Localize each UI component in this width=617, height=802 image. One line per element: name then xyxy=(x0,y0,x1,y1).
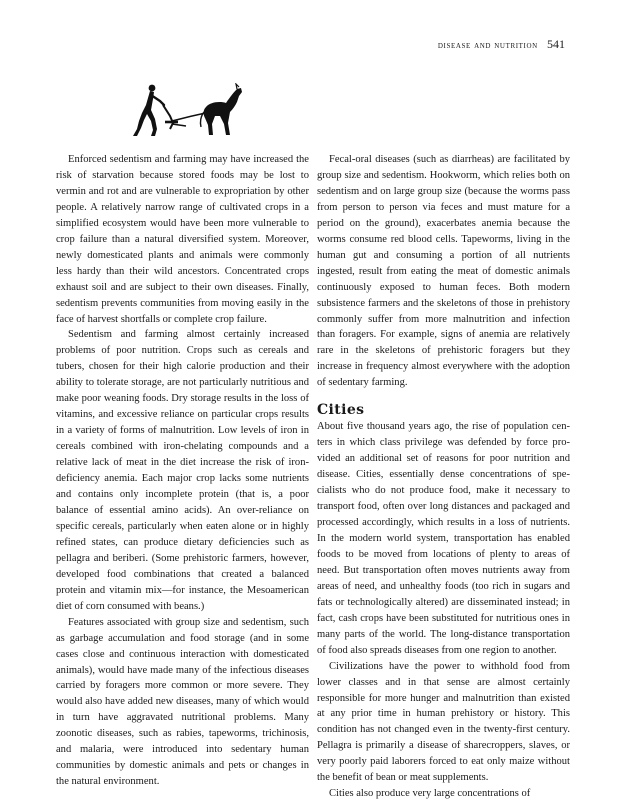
right-intro-paragraph: Fecal-oral diseases (such as diarrheas) are facilitated by group size and sedentism. Hookworm, which relies both on sedentism and on large group size (because the worms pass from person to person via feces and must mature for a period on the ground), exacerbates anemia because the worms consume red blood cells. Tapeworms, living in the human gut and consuming a portion of all nutrients ingested, result from eating the meat of domestic animals continuously exposed to human feces. Both modern subsistence farmers and the skeletons of those in prehistory commonly suffer from more malnutrition and infection than foragers. For example, signs of anemia are relatively rare in the skeletons of prehistoric foragers but they increase in frequency almost everywhere with the adoption of sedentary farming. xyxy=(317,154,570,389)
cities-paragraph-1: About five thousand years ago, the rise of population centers in which class privilege was defended by force provided an additional set of reasons for poor nutrition and disease. Cities, essentially dense concentrations of specialists who do not produce food, make it necessary to transport food, often over long distances and packaged and processed accordingly, which results in a loss of nutrients. In the modern world system, transportation has enabled foods to be moved from locations of plenty to areas of need. But transportation often moves nutrients away from areas of need, and unhealthy foods (too rich in sugars and fats or technologically altered) are disseminated instead; in fact, cash crops have been substituted for nutritious ones in many parts of the world. The long-distance transportation of food also spreads diseases from one region to another. xyxy=(317,421,570,656)
running-title: disease and nutrition xyxy=(437,40,538,51)
left-paragraph-3: Features associated with group size and sedentism, such as garbage accumulation and food storage (and in some cases close and continuous interaction with domesticated animals), would have made many of the infectious diseases carried by foragers more common or more severe. They would also have added new diseases, many of which would in turn have aggravated nutritional problems. Many zoonotic diseases, such as rabies, tapeworms, trichinosis, and malaria, were introduced into sedentary human communities by domestic animals and pets or changes in the natural environment. xyxy=(56,616,309,788)
running-head xyxy=(438,37,565,52)
page-number: 541 xyxy=(547,37,565,51)
section-heading-cities: Cities xyxy=(317,402,365,419)
left-paragraph-1: Enforced sedentism and farming may have increased the risk of starvation because stored foods may be lost to vermin and rot and are vulnerable to expropriation by other people. A relatively narrow range of cultivated crops in a simplified ecosystem would have been more vulnerable to crop failure than a natural diversified system. Moreover, newly domesticated plants and animals were commonly less hardy than their wild ancestors. Concentrated crops exhaust soil and are subject to their own diseases. Finally, sedentism prevents communities from moving easily in the face of harvest shortfalls or complete crop failure. xyxy=(56,154,309,325)
left-paragraph-2: Sedentism and farming almost certainly increased problems of poor nutrition. Crops such as cereals and tubers, chosen for their high calorie production and their ability to tolerate storage, are not particularly nutritious and make poor weaning foods. Dry storage results in the loss of vitamins, and excessive reliance on particular crops results in a variety of forms of malnutrition. Low levels of iron in cereals combined with iron-chelating compounds and a relative lack of meat in the diet increase the risk of iron-deficiency anemia. Each major crop lacks some nutrients and contains only incomplete protein (that is, a poor balance of essential amino acids). An over-reliance on specific cereals, particularly when eaten alone or in highly refined states, can produce dietary deficiencies such as pellagra and beriberi. (Some prehistoric farmers, however, developed food combinations that created a balanced protein and vitamin mix—for instance, the Mesoamerican diet of corn consumed with beans.) xyxy=(56,329,309,612)
cities-paragraph-3: Cities also produce very large concentrations of xyxy=(329,788,531,800)
right-column xyxy=(317,152,570,802)
left-column xyxy=(56,152,309,790)
plowing-figure-with-animal-icon xyxy=(106,83,246,138)
cities-paragraph-2: Civilizations have the power to withhold food from lower classes and in that sense are almost certainly responsible for more hunger and malnutrition than existed at any prior time in human prehistory or history. This condition has not changed even in the twenty-first century. Pellagra is primarily a disease of sharecroppers, slaves, or very poorly paid laborers forced to eat only maize without the benefit of bean or meat supplements. xyxy=(317,660,570,784)
